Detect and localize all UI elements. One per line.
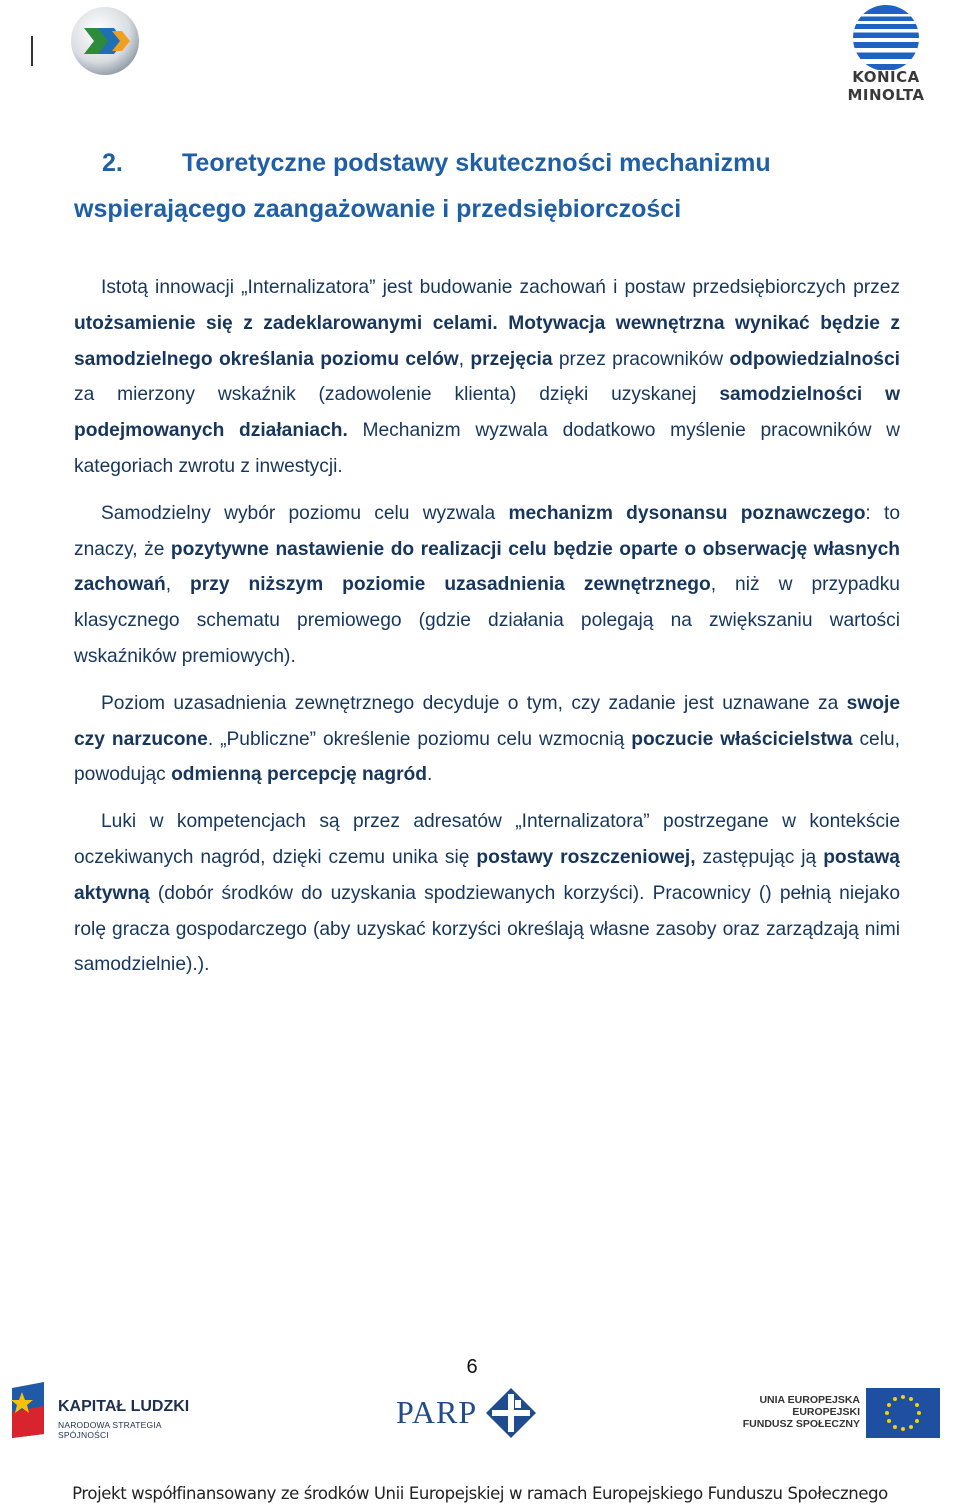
section-number: 2. (102, 149, 123, 177)
p1-text-2: , (458, 348, 471, 370)
section-heading (74, 140, 900, 232)
paragraph-3 (74, 686, 900, 793)
p1-bold-2: przejęcia (470, 348, 553, 370)
p4-text-3: (dobór środków do uzyskania spodziewanych korzyści). Pracownicy () pełnią niejako rolę gracza gospodarczego (aby uzyskać korzyści określają własne zasoby oraz zarządzają nimi samodzielnie).). (74, 882, 900, 976)
konica-minolta-wordmark: KONICA MINOLTA (847, 68, 925, 104)
p1-text-1: Istotą innowacji „Internalizatora” jest budowanie zachowań i postaw przedsiębiorczych przez (101, 277, 900, 298)
p2-text-1: Samodzielny wybór poziomu celu wyzwala (101, 502, 509, 524)
kapital-ludzki-flag-icon (6, 1378, 50, 1442)
p1-text-4: za mierzony wskaźnik (zadowolenie klienta) dzięki uzyskanej (74, 384, 720, 406)
parp-logo (396, 1386, 542, 1442)
header-divider (31, 36, 33, 66)
page-number: 6 (466, 1356, 478, 1378)
p1-bold-1: utożsamienie się z zadeklarowanymi celami. Motywacja wewnętrzna wynikać będzie z samodzielnego określania poziomu celów (74, 312, 900, 370)
paragraph-2 (74, 496, 900, 675)
kapital-ludzki-logo (6, 1378, 206, 1442)
footer-logos (0, 1370, 960, 1450)
p2-bold-3: przy niższym poziomie uzasadnienia zewnętrznego (190, 574, 711, 596)
konica-globe-icon (812, 4, 960, 70)
p1-bold-4: samodzielności w podejmowanych działaniach. (74, 384, 900, 442)
parp-wordmark: PARP (396, 1394, 478, 1430)
document-body (74, 140, 900, 994)
p3-bold-1: swoje czy narzucone (74, 692, 900, 750)
p2-bold-1: mechanizm dysonansu poznawczego (508, 502, 866, 524)
paragraph-4 (74, 804, 900, 983)
p4-text-2: zastępując ją (695, 846, 824, 868)
parp-cross-icon (484, 1386, 538, 1440)
p1-text-5: Mechanizm wyzwala dodatkowo myślenie pracowników w kategoriach zwrotu z inwestycji. (74, 420, 900, 477)
p3-text-2: . „Publiczne” określenie poziomu celu wzmocnią (207, 728, 632, 750)
eu-line-1: UNIA EUROPEJSKA (759, 1394, 860, 1406)
paragraph-1 (74, 270, 900, 485)
p3-text-4: . (426, 764, 433, 786)
p4-bold-2: postawą aktywną (74, 846, 900, 904)
p1-text-3: przez pracowników (552, 348, 730, 370)
eu-text (742, 1394, 860, 1430)
p3-bold-3: odmienną percepcję nagród (171, 764, 427, 786)
kapital-ludzki-subtitle: NARODOWA STRATEGIA SPÓJNOŚCI (58, 1420, 162, 1440)
kapital-ludzki-title: KAPITAŁ LUDZKI (58, 1398, 190, 1415)
p1-bold-3: odpowiedzialności (729, 348, 900, 370)
arrow-logo-icon (68, 4, 142, 78)
p2-text-2: : to znaczy, że (74, 502, 900, 560)
page-header (0, 0, 960, 104)
konica-minolta-logo (812, 4, 960, 104)
p3-text-3: celu, powodując (74, 728, 900, 786)
eu-esf-logo (742, 1386, 942, 1442)
eu-line-2: EUROPEJSKI (792, 1406, 860, 1418)
p2-text-4: , niż w przypadku klasycznego schematu premiowego (gdzie działania polegają na zwiększaniu wartości wskaźników premiowych). (74, 574, 900, 667)
heading-line-2: wspierającego zaangażowanie i przedsiębiorczości (74, 195, 682, 223)
p3-bold-2: poczucie właścicielstwa (631, 728, 853, 750)
p3-text-1: Poziom uzasadnienia zewnętrznego decyduje o tym, czy zadanie jest uznawane za (101, 692, 847, 714)
eu-flag-icon (866, 1388, 940, 1438)
p2-text-3: , (165, 574, 191, 596)
eu-line-3: FUNDUSZ SPOŁECZNY (742, 1418, 860, 1430)
p4-bold-1: postawy roszczeniowej, (476, 846, 696, 868)
cofinancing-note: Projekt współfinansowany ze środków Unii Europejskiej w ramach Europejskiego Funduszu Społecznego (72, 1484, 888, 1503)
p4-text-1: Luki w kompetencjach są przez adresatów „Internalizatora” postrzegane w kontekście oczekiwanych nagród, dzięki czemu unika się (74, 811, 900, 868)
p2-bold-2: pozytywne nastawienie do realizacji celu będzie oparte o obserwację własnych zachowań (74, 538, 900, 596)
heading-line-1: Teoretyczne podstawy skuteczności mechanizmu (182, 149, 771, 177)
